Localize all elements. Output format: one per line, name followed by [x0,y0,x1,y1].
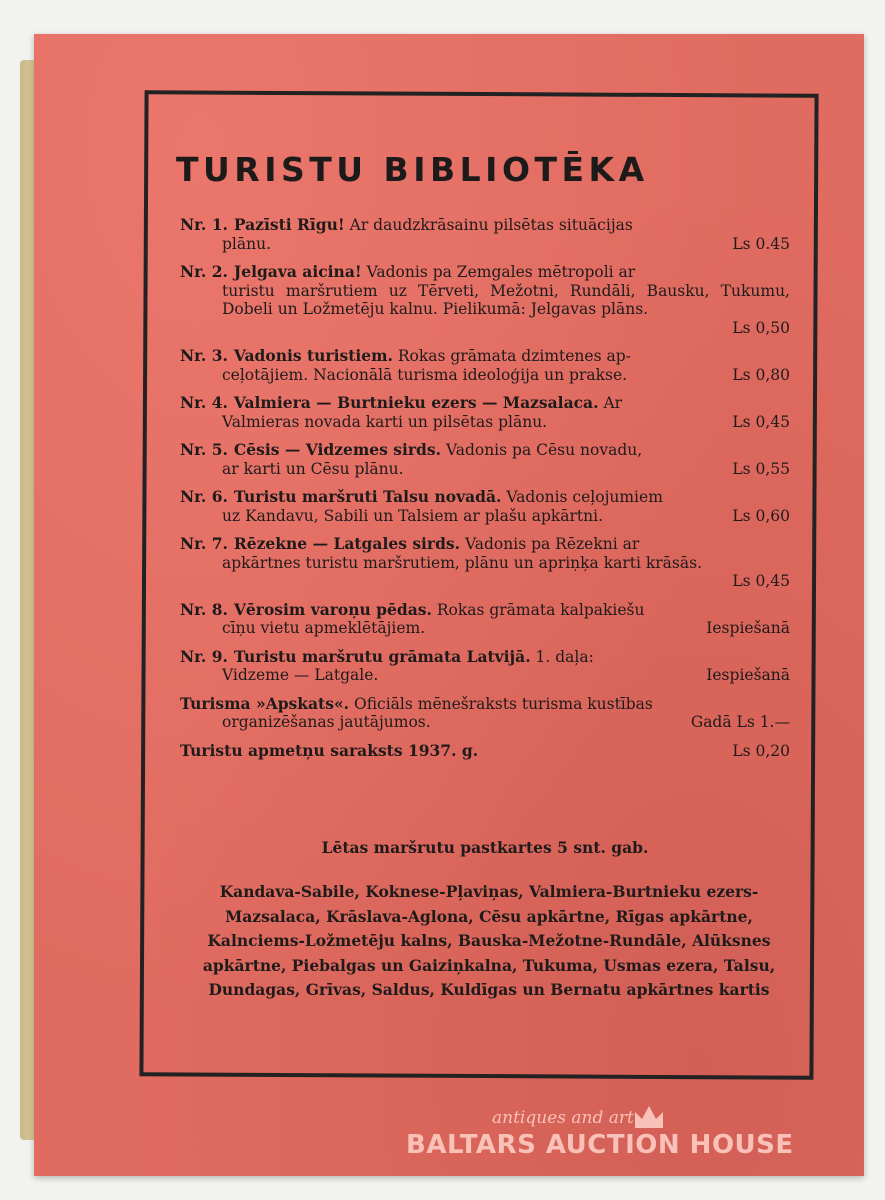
magazine-description-cont: organizēšanas jautājumos. [222,713,431,731]
entry-description: Ar daudzkrāsainu pilsētas situācijas [349,216,633,234]
camps-title: Turistu apmetņu saraksts 1937. g. [180,740,479,760]
list-item [180,648,790,685]
entry-description-cont: ceļotājiem. Nacionālā turisma ideoloģija un prakse. [222,365,628,384]
magazine-price: Gadā Ls 1.— [690,713,790,731]
entry-title: Vadonis turistiem. [233,346,393,365]
entry-number: Nr. 8. [180,599,228,619]
postcards-heading: Lētas maršrutu pastkartes 5 snt. gab. [321,838,649,857]
entry-description: Vadonis pa Cēsu novadu, [445,441,643,459]
entry-title: Vērosim varoņu pēdas. [233,599,432,619]
postcards-list: Kandava-Sabile, Koknese-Pļaviņas, Valmiera-Burtnieku ezers-Mazsalaca, Krāslava-Aglona, Cēsu apkārtne, Rīgas apkārtne, Kalnciems-Ložmetēju kalns, Bauska-Mežotne-Rundāle, Alūksnes apkārtne, Piebalgas un Gaiziņkalna, Tukuma, Usmas ezera, Talsu, Dundagas, Grīvas, Saldus, Kuldīgas un Bernatu apkārtnes kartis [202,882,776,999]
entry-number: Nr. 3. [180,346,228,365]
entry-price: Ls 0,50 [732,318,790,337]
camps-price: Ls 0,20 [732,741,790,760]
entry-description: Rokas grāmata kalpakiešu [436,600,645,619]
list-item [180,535,790,591]
entry-description-cont: Vidzeme — Latgale. [222,666,379,684]
entry-description-cont: ar karti un Cēsu plānu. [222,459,404,478]
entry-description-cont: Valmieras novada karti un pilsētas plānu. [222,412,548,431]
entry-number: Nr. 1. [180,215,228,234]
entry-number: Nr. 5. [180,440,228,459]
list-item [180,347,790,384]
entry-number: Nr. 9. [180,646,228,666]
entry-price: Ls 0.45 [732,234,790,253]
crown-icon [632,1102,666,1132]
watermark-tagline: antiques and art [492,1108,634,1128]
entry-description-cont: plānu. [222,234,272,253]
entry-number: Nr. 7. [180,534,228,553]
list-item [180,441,790,478]
entry-title: Turistu maršrutu grāmata Latvijā. [233,646,531,666]
magazine-title: Turisma »Apskats«. [180,693,350,713]
entry-title: Turistu maršruti Talsu novadā. [233,487,502,506]
camps-item [180,742,790,761]
entry-price: Ls 0,45 [732,572,790,590]
list-item [180,601,790,638]
list-item [180,263,790,337]
entry-description: Vadonis ceļojumiem [506,488,663,506]
entry-description: Ar [603,394,623,412]
entry-number: Nr. 6. [180,487,228,506]
publication-list [180,216,790,770]
watermark-brand: BALTARS AUCTION HOUSE [406,1130,794,1160]
entry-description-cont: cīņu vietu apmeklētājiem. [222,619,426,637]
auction-watermark [400,1108,820,1168]
entry-title: Valmiera — Burtnieku ezers — Mazsalaca. [233,393,599,412]
entry-price: Ls 0,45 [732,412,790,431]
entry-title: Pazīsti Rīgu! [233,215,345,234]
entry-title: Jelgava aicina! [233,262,362,281]
magazine-description: Oficiāls mēnešraksts turisma kustības [353,694,653,713]
entry-description-cont: apkārtnes turistu maršrutiem, plānu un apriņķa karti krāsās. [222,553,703,572]
entry-price: Ls 0,55 [732,459,790,478]
entry-description: Vadonis pa Rēzekni ar [465,535,640,553]
entry-description: Rokas grāmata dzimtenes ap- [397,347,631,365]
magazine-item [180,695,790,732]
entry-description-cont: turistu maršrutiem uz Tērveti, Mežotni, Rundāli, Bausku, Tukumu, Dobeli un Ložmetēju kalnu. Pielikumā: Jelgavas plāns. [222,281,790,318]
list-item [180,216,790,253]
entry-title: Cēsis — Vidzemes sirds. [233,440,441,459]
entry-number: Nr. 2. [180,262,228,281]
entry-price: Ls 0,60 [732,506,790,525]
page-title: TURISTU BIBLIOTĒKA [176,150,649,189]
list-item [180,488,790,525]
entry-description: Vadonis pa Zemgales mētropoli ar [366,263,636,281]
entry-number: Nr. 4. [180,393,228,412]
entry-description: 1. daļa: [535,647,594,666]
list-item [180,394,790,431]
entry-title: Rēzekne — Latgales sirds. [233,534,461,553]
entry-description-cont: uz Kandavu, Sabili un Talsiem ar plašu apkārtni. [222,506,604,525]
entry-price: Iespiešanā [706,666,790,684]
entry-price: Ls 0,80 [732,365,790,384]
entry-price: Iespiešanā [706,619,790,637]
